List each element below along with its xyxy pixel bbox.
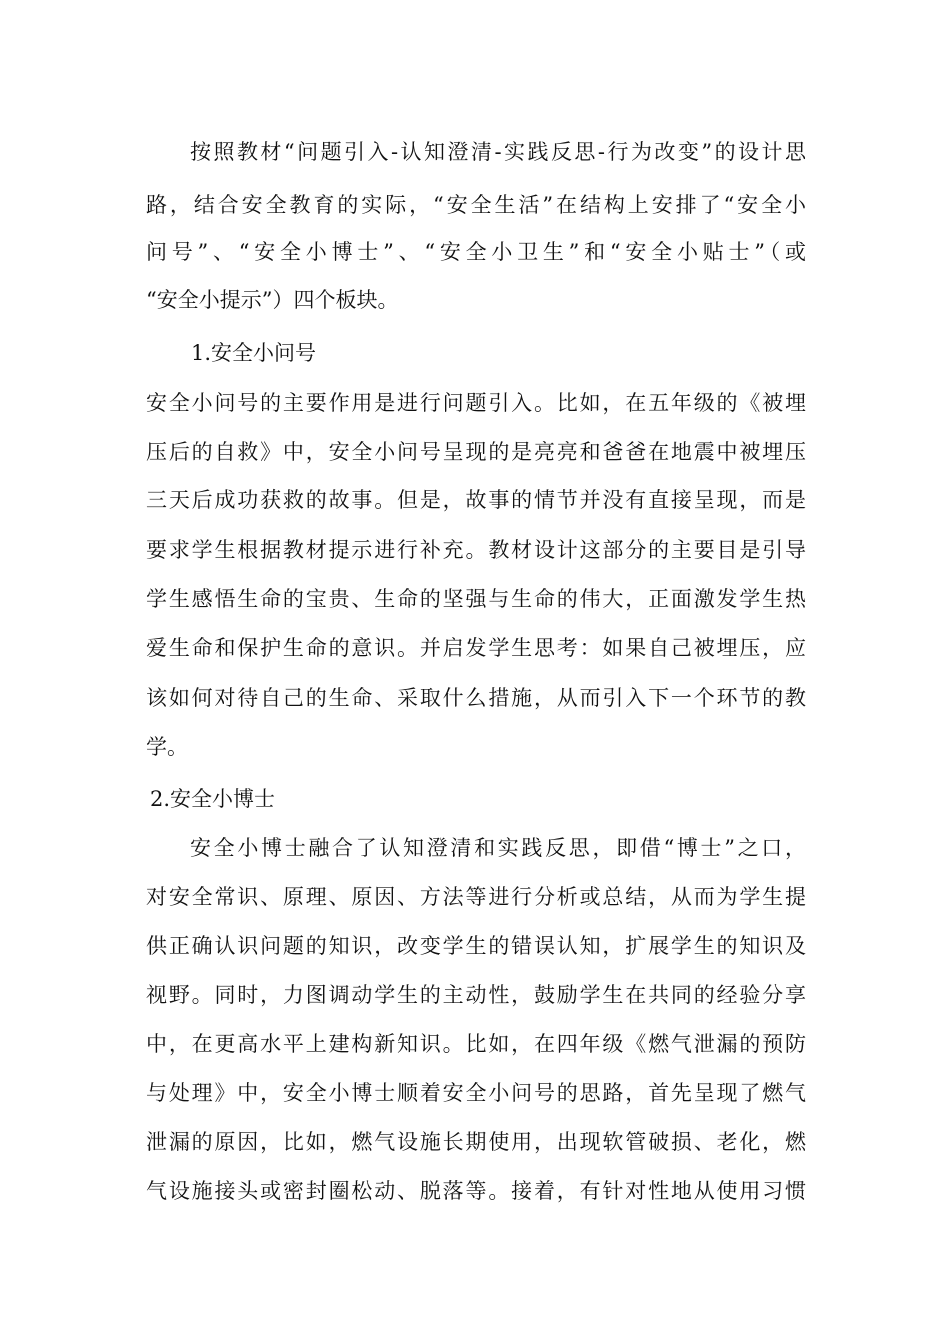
text-line: 三天后成功获救的故事。但是，故事的情节并没有直接呈现，而是	[146, 488, 806, 512]
text-line: “安全小提示”）四个板块。	[146, 288, 399, 312]
section-heading: 2.安全小博士	[150, 787, 276, 811]
text-line: 视野。同时，力图调动学生的主动性，鼓励学生在共同的经验分享	[146, 983, 806, 1007]
text-line: 学。	[146, 735, 188, 759]
text-line: 安全小问号的主要作用是进行问题引入。比如，在五年级的《被埋	[146, 391, 806, 415]
text-line: 爱生命和保护生命的意识。并启发学生思考：如果自己被埋压，应	[146, 636, 806, 660]
text-line: 安全小博士融合了认知澄清和实践反思，即借“博士”之口，	[190, 836, 806, 860]
section-heading: 1.安全小问号	[191, 341, 317, 365]
text-line: 按照教材“问题引入-认知澄清-实践反思-行为改变”的设计思	[190, 140, 806, 164]
text-line: 中，在更高水平上建构新知识。比如，在四年级《燃气泄漏的预防	[146, 1032, 806, 1056]
text-line: 与处理》中，安全小博士顺着安全小问号的思路，首先呈现了燃气	[146, 1081, 806, 1105]
text-line: 路，结合安全教育的实际，“安全生活”在结构上安排了“安全小	[146, 193, 806, 217]
text-line: 要求学生根据教材提示进行补充。教材设计这部分的主要目是引导	[146, 538, 806, 562]
text-line: 对安全常识、原理、原因、方法等进行分析或总结，从而为学生提	[146, 885, 806, 909]
text-line: 学生感悟生命的宝贵、生命的坚强与生命的伟大，正面激发学生热	[146, 587, 806, 611]
text-line: 气设施接头或密封圈松动、脱落等。接着，有针对性地从使用习惯	[146, 1179, 806, 1203]
text-line: 问号”、“安全小博士”、“安全小卫生”和“安全小贴士”（或	[146, 240, 806, 264]
text-line: 供正确认识问题的知识，改变学生的错误认知，扩展学生的知识及	[146, 934, 806, 958]
text-line: 该如何对待自己的生命、采取什么措施，从而引入下一个环节的教	[146, 686, 806, 710]
text-line: 泄漏的原因，比如，燃气设施长期使用，出现软管破损、老化，燃	[146, 1130, 806, 1154]
text-line: 压后的自救》中，安全小问号呈现的是亮亮和爸爸在地震中被埋压	[146, 440, 806, 464]
